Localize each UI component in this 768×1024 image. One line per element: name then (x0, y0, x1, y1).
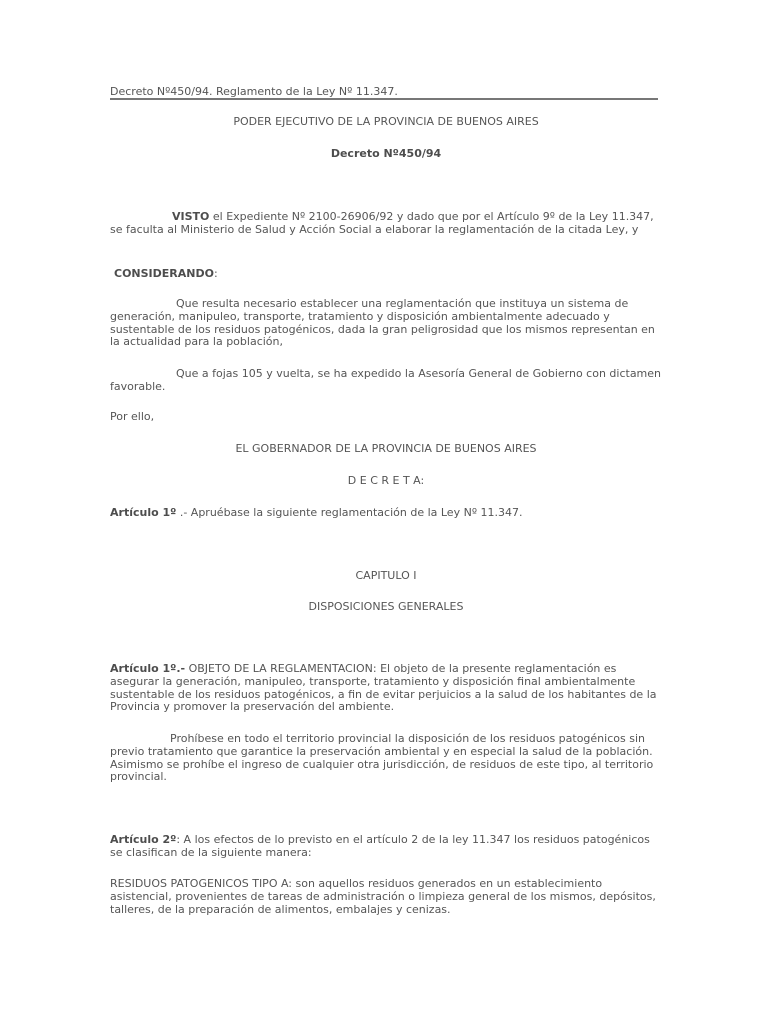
decree-title: Decreto Nº450/94 (330, 147, 442, 160)
considerando-heading: CONSIDERANDO: (114, 267, 218, 280)
visto-paragraph (110, 211, 662, 237)
considerando-paragraph-1: Que resulta necesario establecer una reglamentación que instituya un sistema de generación, manipuleo, transporte, tratamiento y disposición ambientalmente adecuado y sustentable de los residuos patogénicos, dada la gran peligrosidad que los mismos representan en la actualidad para la población, (110, 297, 655, 349)
regulation-article-2-paragraph: Artículo 2º: A los efectos de lo previsto en el artículo 2 de la ley 11.347 los residuos patogénicos se clasifican de la siguiente manera: (110, 833, 650, 859)
decreta-heading: D E C R E T A: (347, 474, 425, 487)
chapter-heading: CAPITULO I (355, 569, 417, 582)
regulation-article-1-paragraph-2: Prohíbese en todo el territorio provincial la disposición de los residuos patogénicos sin previo tratamiento que garantice la preservación ambiental y en especial la salud de la población. Asimismo se prohíbe el ingreso de cualquier otra jurisdicción, de residuos de este tipo, al territorio provincial. (110, 732, 654, 784)
article-1-paragraph: Artículo 1º .- Apruébase la siguiente reglamentación de la Ley Nº 11.347. (110, 506, 523, 519)
considerando-paragraph-2: Que a fojas 105 y vuelta, se ha expedido la Asesoría General de Gobierno con dictamen favorable. (110, 367, 662, 393)
regulation-article-1-label: Artículo 1º.- (110, 662, 186, 675)
document-header-title: Decreto Nº450/94. Reglamento de la Ley Nº 11.347. (110, 85, 398, 98)
visto-text: el Expediente Nº 2100-26906/92 y dado que por el Artículo 9º de la Ley 11.347, se faculta al Ministerio de Salud y Acción Social a elaborar la reglamentación de la citada Ley, y (110, 210, 654, 236)
chapter-title: DISPOSICIONES GENERALES (308, 600, 464, 613)
governor-heading: EL GOBERNADOR DE LA PROVINCIA DE BUENOS AIRES (235, 442, 537, 455)
regulation-article-1-paragraph: Artículo 1º.- OBJETO DE LA REGLAMENTACION: El objeto de la presente reglamentación es asegurar la generación, manipuleo, transporte, tratamiento y disposición final ambientalmente sustentable de los residuos patogénicos, a fin de evitar perjuicios a la salud de los habitantes de la Provincia y promover la preservación del ambiente. (110, 662, 657, 714)
header-divider (110, 98, 658, 100)
considerando-label: CONSIDERANDO (114, 267, 214, 280)
article-1-label: Artículo 1º (110, 506, 177, 519)
regulation-article-2-label: Artículo 2º (110, 833, 177, 846)
visto-label: VISTO (172, 210, 210, 223)
tipo-a-paragraph: RESIDUOS PATOGENICOS TIPO A: son aquellos residuos generados en un establecimiento asistencial, provenientes de tareas de administración o limpieza general de los mismos, depósitos, talleres, de la preparación de alimentos, embalajes y cenizas. (110, 877, 656, 916)
authority-heading: PODER EJECUTIVO DE LA PROVINCIA DE BUENOS AIRES (233, 115, 539, 128)
por-ello-text: Por ello, (110, 410, 155, 423)
